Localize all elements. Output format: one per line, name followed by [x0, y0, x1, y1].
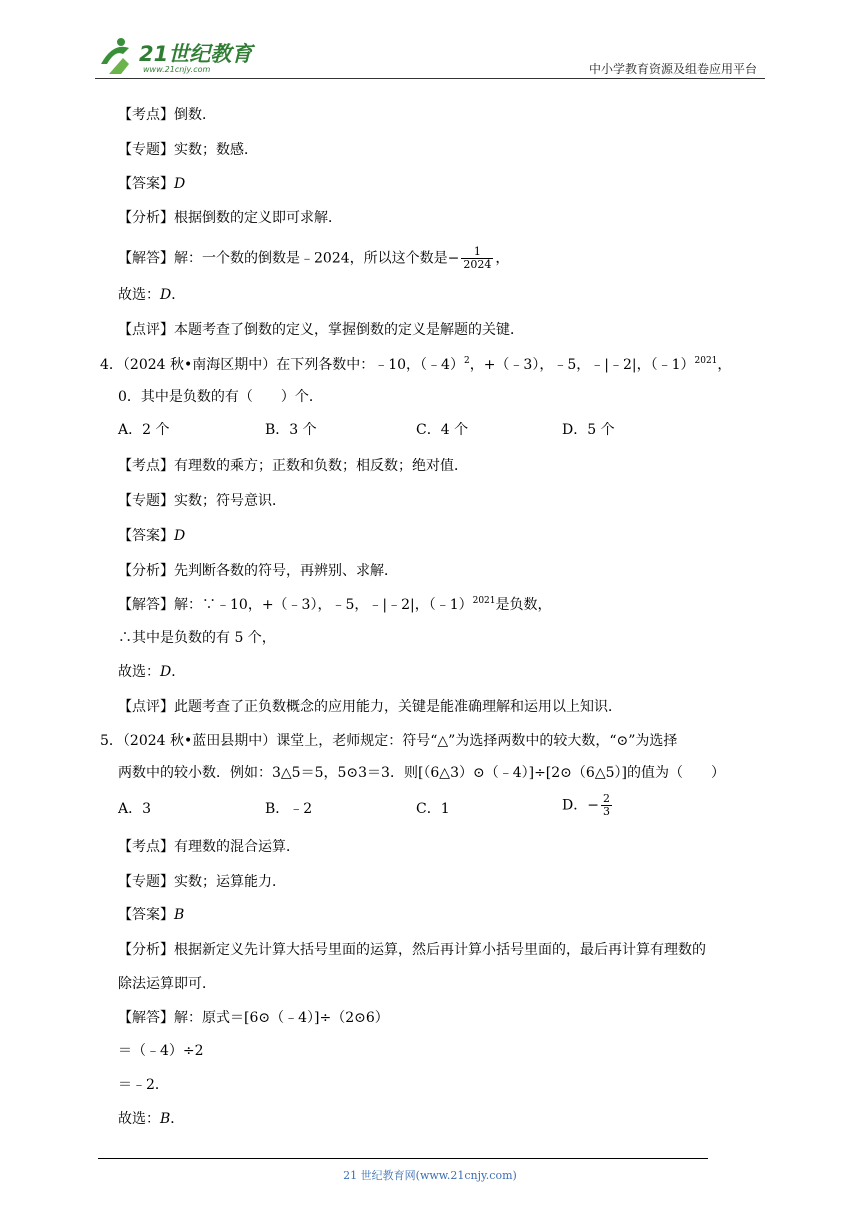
q5-stem-line2: 两数中的较小数．例如：3△5＝5，5⊙3＝3．则[（6△3）⊙（﹣4）]÷[2⊙（6△5）]的值为（ ） — [118, 765, 725, 781]
platform-name: 中小学教育资源及组卷应用平台 — [588, 62, 757, 76]
footer-divider — [98, 1158, 708, 1159]
q5-zhuanti: 【专题】实数；运算能力． — [118, 874, 286, 890]
q5-fenxi-line2: 除法运算即可． — [118, 976, 216, 992]
header-divider — [95, 78, 765, 79]
q4-option-d: D．5 个 — [562, 422, 615, 438]
q5-jieda-line1: 【解答】解：原式＝[6⊙（﹣4）]÷（2⊙6） — [118, 1010, 389, 1026]
q4-stem-line2: 0．其中是负数的有（ ）个． — [118, 389, 323, 405]
q5-option-d: D．− $\frac{2}{3}$ — [562, 792, 610, 818]
q4-option-c: C．4 个 — [416, 422, 469, 438]
q4-answer: 【答案】D — [118, 528, 186, 544]
q5-option-a: A．3 — [118, 801, 152, 817]
logo-subtitle: www.21cnjy.com — [143, 65, 211, 74]
q5-stem-line1: 5．（2024 秋•蓝田县期中）课堂上，老师规定：符号“△”为选择两数中的较大数，“⊙”为选择 — [100, 733, 678, 749]
q3-answer: 【答案】D — [118, 176, 186, 192]
page-header — [95, 30, 765, 80]
logo-title: 21世纪教育 — [139, 42, 253, 66]
q5-answer: 【答案】B — [118, 907, 185, 923]
q3-jieda: 【解答】解：一个数的倒数是﹣2024，所以这个数是− $\frac{1}{2024}$ ， — [118, 245, 510, 271]
q3-kaodian: 【考点】倒数． — [118, 107, 216, 123]
q4-options — [118, 420, 718, 440]
q5-guxuan: 故选：B． — [118, 1111, 185, 1127]
q4-guxuan: 故选：D． — [118, 664, 186, 680]
q4-stem-line1: 4．（2024 秋•南海区期中）在下列各数中：﹣10，（﹣4）$^2$，+（﹣3），﹣5，﹣|﹣2|，（﹣1）$^{2021}$， — [100, 356, 732, 373]
q4-conclusion: ∴其中是负数的有 5 个， — [118, 630, 276, 646]
q4-option-b: B．3 个 — [265, 422, 317, 438]
q4-dianping: 【点评】此题考查了正负数概念的应用能力，关键是能准确理解和运用以上知识． — [118, 699, 622, 715]
q5-option-c: C．1 — [416, 801, 450, 817]
q5-jieda-line3: ＝﹣2． — [118, 1077, 169, 1093]
q5-jieda-line2: ＝（﹣4）÷2 — [118, 1043, 204, 1059]
q5-kaodian: 【考点】有理数的混合运算． — [118, 839, 300, 855]
q5-fenxi-line1: 【分析】根据新定义先计算大括号里面的运算，然后再计算小括号里面的，最后再计算有理数的 — [118, 942, 706, 958]
q3-dianping: 【点评】本题考查了倒数的定义，掌握倒数的定义是解题的关键． — [118, 322, 524, 338]
fraction: $\frac{1}{2024}$ — [463, 245, 492, 271]
q3-guxuan: 故选：D． — [118, 287, 186, 303]
q5-options — [118, 792, 718, 827]
q3-fenxi: 【分析】根据倒数的定义即可求解． — [118, 210, 342, 226]
q3-zhuanti: 【专题】实数；数感． — [118, 142, 258, 158]
q4-kaodian: 【考点】有理数的乘方；正数和负数；相反数；绝对值． — [118, 458, 468, 474]
q4-jieda: 【解答】解：∵﹣10，+（﹣3），﹣5，﹣|﹣2|，（﹣1）$^{2021}$是负数， — [118, 596, 552, 613]
q4-option-a: A．2 个 — [118, 422, 170, 438]
q4-zhuanti: 【专题】实数；符号意识． — [118, 493, 286, 509]
q5-option-b: B．﹣2 — [265, 801, 313, 817]
q4-fenxi: 【分析】先判断各数的符号，再辨别、求解． — [118, 563, 398, 579]
footer-link[interactable]: 21 世纪教育网(www.21cnjy.com) — [343, 1169, 517, 1182]
logo — [95, 34, 265, 76]
